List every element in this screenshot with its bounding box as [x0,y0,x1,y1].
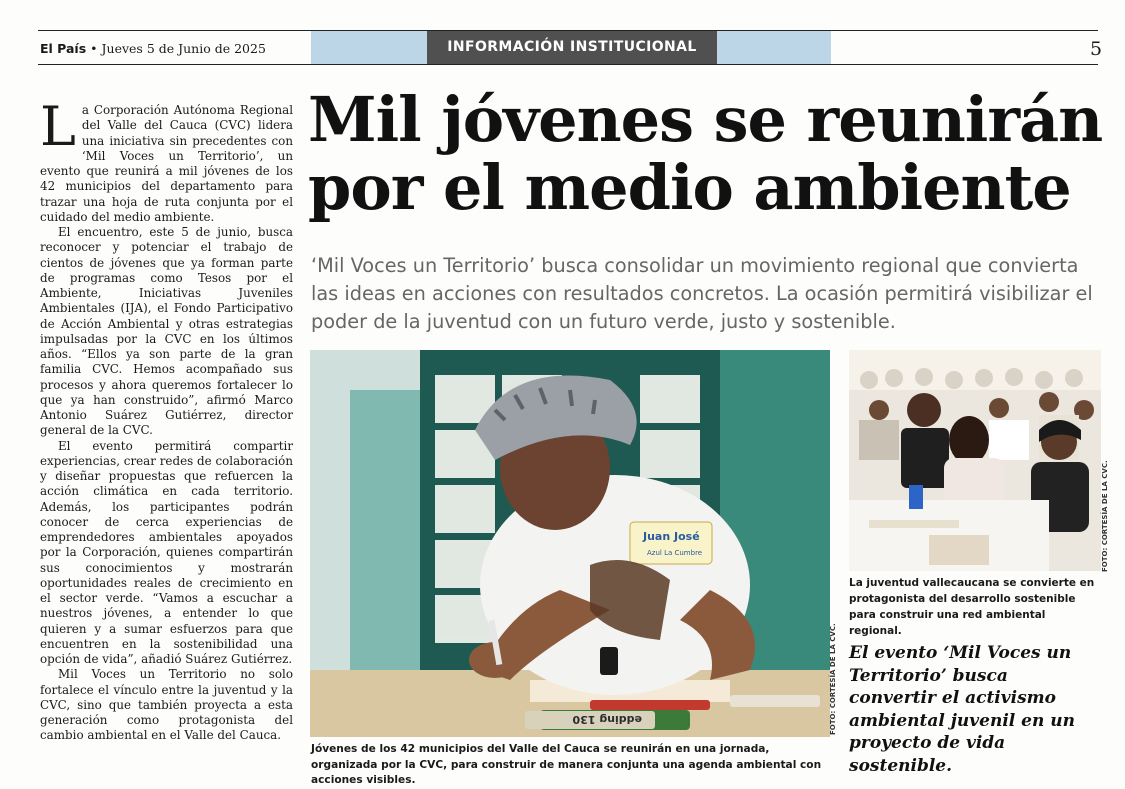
headline-line-1: Mil jóvenes se reunirán [308,83,1103,156]
page-number: 5 [1090,38,1103,60]
marker-label: edding 130 [572,713,642,726]
main-photo-illustration [310,350,830,737]
main-photo [310,350,830,737]
article-paragraph-2: El encuentro, este 5 de junio, busca reconocer y potenciar el trabajo de cientos de jóvenes que ya forman parte de programas como Tesos por el Ambiente, Iniciativas Juveniles Ambientales (IJA), el Fondo Participativo de Acción Ambiental y otras estrategias impulsadas por la CVC en los últimos años. “Ellos ya son parte de la gran familia CVC. Hemos acompañado sus procesos y ahora queremos fortalecer lo que ya han construido”, afirmó Marco Antonio Suárez Gutiérrez, director general de la CVC. [40,225,293,438]
paper-name: El País [40,41,87,56]
headline [308,83,1108,224]
standfirst: ‘Mil Voces un Territorio’ busca consolidar un movimiento regional que convierta las ideas en acciones con resultados concretos. La ocasión permitirá visibilizar el poder de la juventud con un futuro verde, justo y sostenible. [311,254,1093,333]
drop-cap: L [40,95,76,158]
article-paragraph-1 [40,95,293,225]
side-photo [849,350,1101,571]
bullet-separator: • [90,41,102,56]
paper-dateline [40,41,266,56]
main-photo-credit [829,623,843,740]
header-bottom-rule [38,64,1098,65]
name-tag-sublabel: Azul La Cumbre [647,549,703,557]
pull-quote: El evento ‘Mil Voces un Territorio’ busca convertir el activismo ambiental juvenil en un proyecto de vida sostenible. [849,643,1075,776]
side-photo-illustration [849,350,1101,571]
side-photo-credit [1101,460,1115,682]
side-photo-caption: La juventud vallecaucana se convierte en protagonista del desarrollo sostenible para construir una red ambiental regional. [849,577,1095,637]
paragraph-1-text: a Corporación Autónoma Regional del Valle del Cauca (CVC) lidera una iniciativa sin precedentes con ‘Mil Voces un Territorio’, un evento que reunirá a mil jóvenes de los 42 municipios del departamento para trazar una hoja de ruta conjunta por el cuidado del medio ambiente. [40,103,293,224]
issue-date: Jueves 5 de Junio de 2025 [101,41,266,56]
article-body [40,95,293,744]
article-paragraph-4: Mil Voces un Territorio no solo fortalece el vínculo entre la juventud y la CVC, sino que también proyecta a esta generación como protagonista del cambio ambiental en el Valle del Cauca. [40,667,293,743]
side-photo-credit-text: FOTO: CORTESÍA DE LA CVC. [1101,460,1109,572]
main-photo-credit-text: FOTO: CORTESÍA DE LA CVC. [829,623,837,735]
section-label: INFORMACIÓN INSTITUCIONAL [427,31,717,64]
article-paragraph-3: El evento permitirá compartir experiencias, crear redes de colaboración y diseñar propuestas que refuercen la acción climática en cada territorio. Además, los participantes podrán conocer de cerca experiencias de emprendedores ambientales apoyados por la Corporación, quienes compartirán sus conocimientos y mostrarán oportunidades reales de crecimiento en el sector verde. “Vamos a escuchar a nuestros jóvenes, a entender lo que quieren y a sumar esfuerzos para que encuentren en la sostenibilidad una opción de vida”, añadió Suárez Gutiérrez. [40,438,293,666]
main-photo-caption: Jóvenes de los 42 municipios del Valle del Cauca se reunirán en una jornada, organizada por la CVC, para construir de manera conjunta una agenda ambiental con acciones visibles. [311,743,822,786]
name-tag-label: Juan José [643,530,700,543]
headline-line-2: por el medio ambiente [308,151,1071,224]
